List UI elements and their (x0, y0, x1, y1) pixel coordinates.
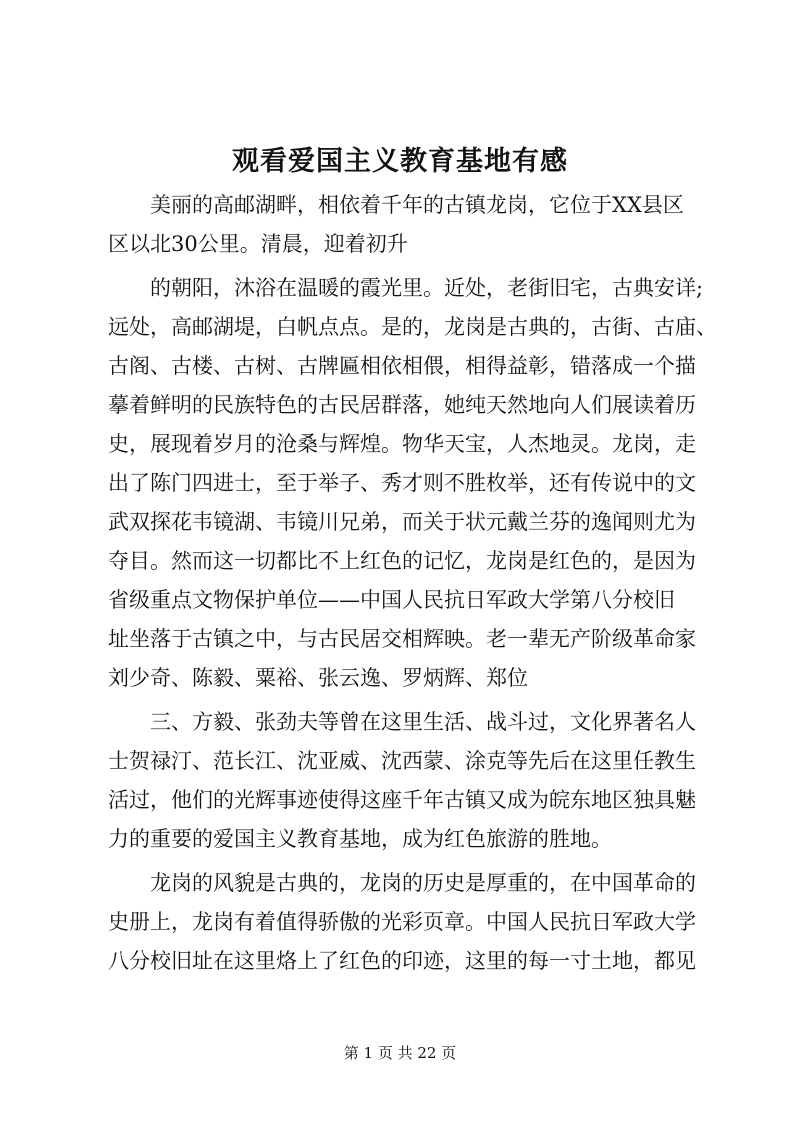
text-line: 力的重要的爱国主义教育基地，成为红色旅游的胜地。 (108, 827, 612, 851)
text-line: 省级重点文物保护单位——中国人民抗日军政大学第八分校旧 (108, 588, 675, 612)
text-line: 刘少奇、陈毅、粟裕、张云逸、罗炳辉、郑位 (108, 666, 528, 690)
text-line: 龙岗的风貌是古典的，龙岗的历史是厚重的，在中国革命的 (150, 871, 696, 895)
document-title: 观看爱国主义教育基地有感 (232, 146, 568, 177)
text-line: 古阁、古楼、古树、古牌匾相依相偎，相得益彰，错落成一个描 (108, 354, 696, 378)
text-line: 美丽的高邮湖畔，相依着千年的古镇龙岗，它位于XX县区 (150, 193, 684, 217)
text-line: 远处，高邮湖堤，白帆点点。是的，龙岗是古典的，古街、古庙、 (108, 315, 717, 339)
text-line: 武双探花韦镜湖、韦镜川兄弟，而关于状元戴兰芬的逸闻则尤为 (108, 510, 696, 534)
text-line: 史，展现着岁月的沧桑与辉煌。物华天宝，人杰地灵。龙岗，走 (108, 432, 696, 456)
text-line: 摹着鲜明的民族特色的古民居群落，她纯天然地向人们展读着历 (108, 393, 696, 417)
text-line: 活过，他们的光辉事迹使得这座千年古镇又成为皖东地区独具魅 (108, 788, 696, 812)
text-line: 区以北30公里。清晨，迎着初升 (108, 232, 408, 256)
text-line: 史册上，龙岗有着值得骄傲的光彩页章。中国人民抗日军政大学 (108, 910, 696, 934)
document-body (108, 186, 717, 981)
text-line: 士贺禄汀、范长江、沈亚威、沈西蒙、涂克等先后在这里任教生 (108, 749, 696, 773)
text-line: 三、方毅、张劲夫等曾在这里生活、战斗过，文化界著名人 (150, 710, 696, 734)
page-number-footer: 第 1 页 共 22 页 (343, 1044, 457, 1062)
text-line: 的朝阳，沐浴在温暖的霞光里。近处，老街旧宅，古典安详; (150, 276, 704, 300)
text-line: 址坐落于古镇之中，与古民居交相辉映。老一辈无产阶级革命家 (108, 627, 696, 651)
text-line: 出了陈门四进士，至于举子、秀才则不胜枚举，还有传说中的文 (108, 471, 696, 495)
text-line: 八分校旧址在这里烙上了红色的印迹，这里的每一寸土地，都见 (108, 949, 696, 973)
text-line: 夺目。然而这一切都比不上红色的记忆，龙岗是红色的，是因为 (108, 549, 696, 573)
